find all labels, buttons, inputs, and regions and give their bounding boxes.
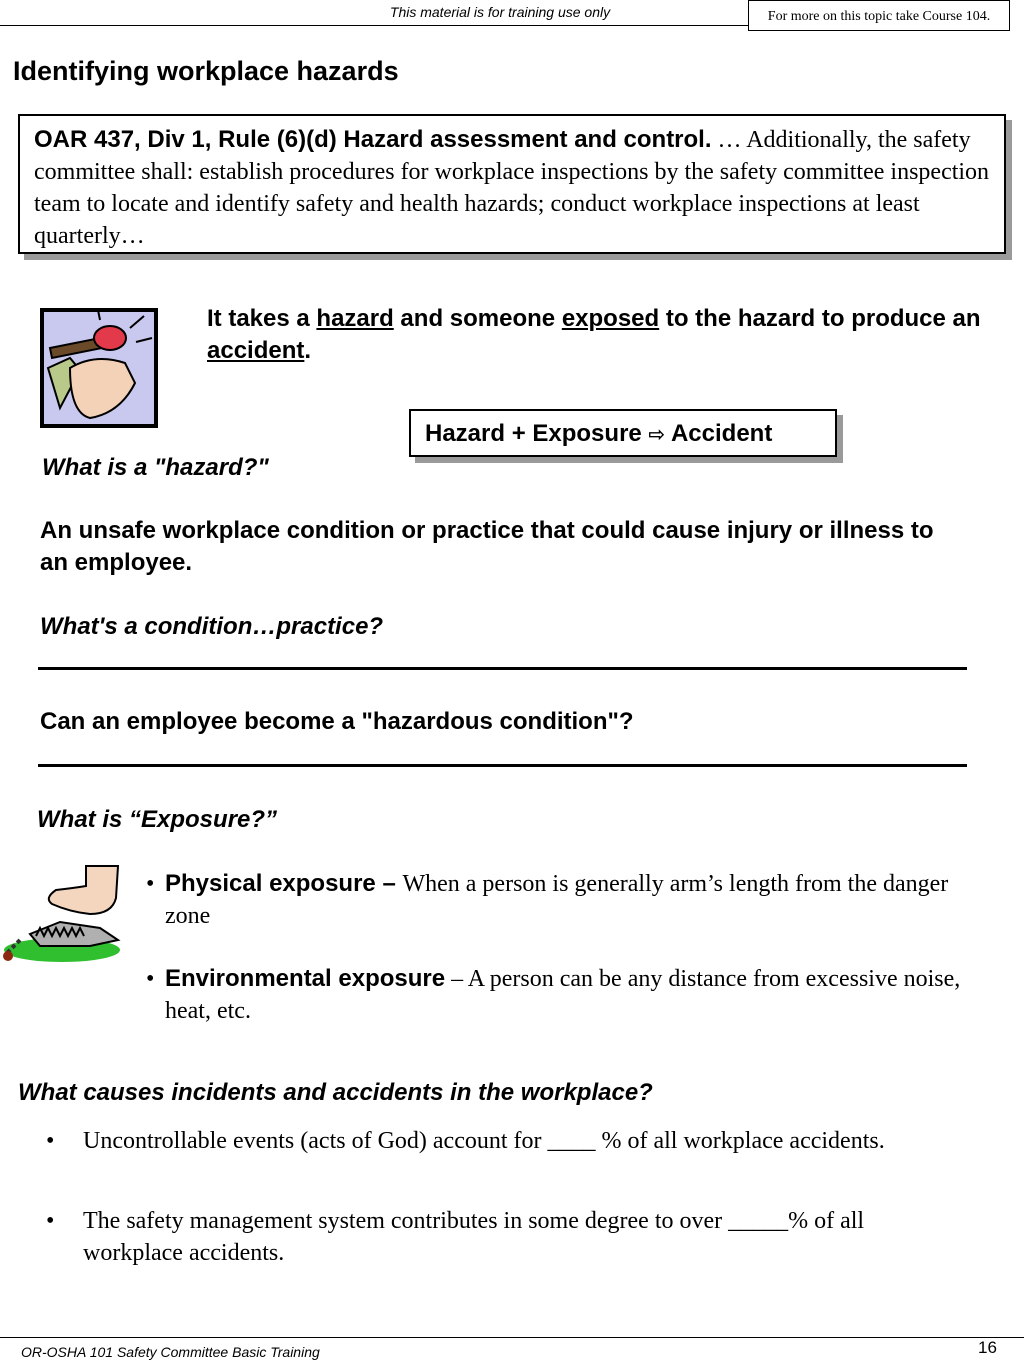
hazard-definition: An unsafe workplace condition or practice that could cause injury or illness to an employee. [40,517,934,576]
accident-term: accident [207,337,305,364]
page-title: Identifying workplace hazards [13,56,399,86]
intro-text-2: and someone [393,305,562,332]
exposure-question: What is “Exposure?” [37,806,278,833]
footer-rule [0,1337,1024,1338]
page-number: 16 [978,1338,997,1357]
intro-text-3: to the hazard to produce an [659,305,981,332]
bullet-icon: • [46,1208,55,1234]
employee-hazard-question: Can an employee become a "hazardous condition"? [40,708,634,735]
intro-text-4: . [304,337,312,364]
cause-text: Uncontrollable events (acts of God) account for ____ % of all workplace accidents. [83,1128,885,1154]
hazard-exposure-statement [207,303,997,367]
physical-exposure-text: When a person is generally arm’s length from the danger zone [165,871,949,929]
environmental-exposure-label: Environmental exposure [165,965,446,992]
intro-text-1: It takes a [207,305,317,332]
causes-question: What causes incidents and accidents in the workplace? [18,1079,653,1106]
cause-item-safety-system [46,1205,976,1271]
hazard-question: What is a "hazard?" [42,454,269,481]
header-rule [0,25,748,26]
cause-text: The safety management system contributes in some degree to over _____% of all workplace accidents. [83,1208,865,1266]
course-reference-box: For more on this topic take Course 104. [748,0,1010,31]
right-arrow-icon: ⇨ [648,422,666,446]
footer-course-title: OR-OSHA 101 Safety Committee Basic Training [21,1344,320,1360]
answer-blank-line-1[interactable] [38,667,967,670]
training-note: This material is for training use only [389,4,611,20]
condition-practice-question: What's a condition…practice? [40,613,384,640]
environmental-exposure-text: – A person can be any distance from excessive noise, heat, etc. [165,966,961,1024]
hammer-hand-clipart-icon [40,308,158,428]
bullet-icon: • [146,871,155,897]
exposed-term: exposed [561,305,660,332]
foot-trap-clipart-icon [0,862,122,970]
hazard-term: hazard [316,305,394,332]
answer-blank-line-2[interactable] [38,764,967,767]
formula-left: Hazard + Exposure [425,420,649,447]
oar-rule-text: … Additionally, the safety committee shall: establish procedures for workplace inspections by the safety committee inspection team to locate and identify safety and health hazards; conduct workplace inspections at least quarterly… [34,127,990,249]
formula-box [409,409,837,457]
oar-rule-heading: OAR 437, Div 1, Rule (6)(d) Hazard assessment and control. [34,126,712,153]
physical-exposure-label: Physical exposure – [165,870,403,897]
oar-rule-box [18,114,1006,254]
bullet-icon: • [146,966,155,992]
formula-right: Accident [665,420,773,447]
cause-item-acts-of-god [46,1125,976,1191]
bullet-icon: • [46,1128,55,1154]
